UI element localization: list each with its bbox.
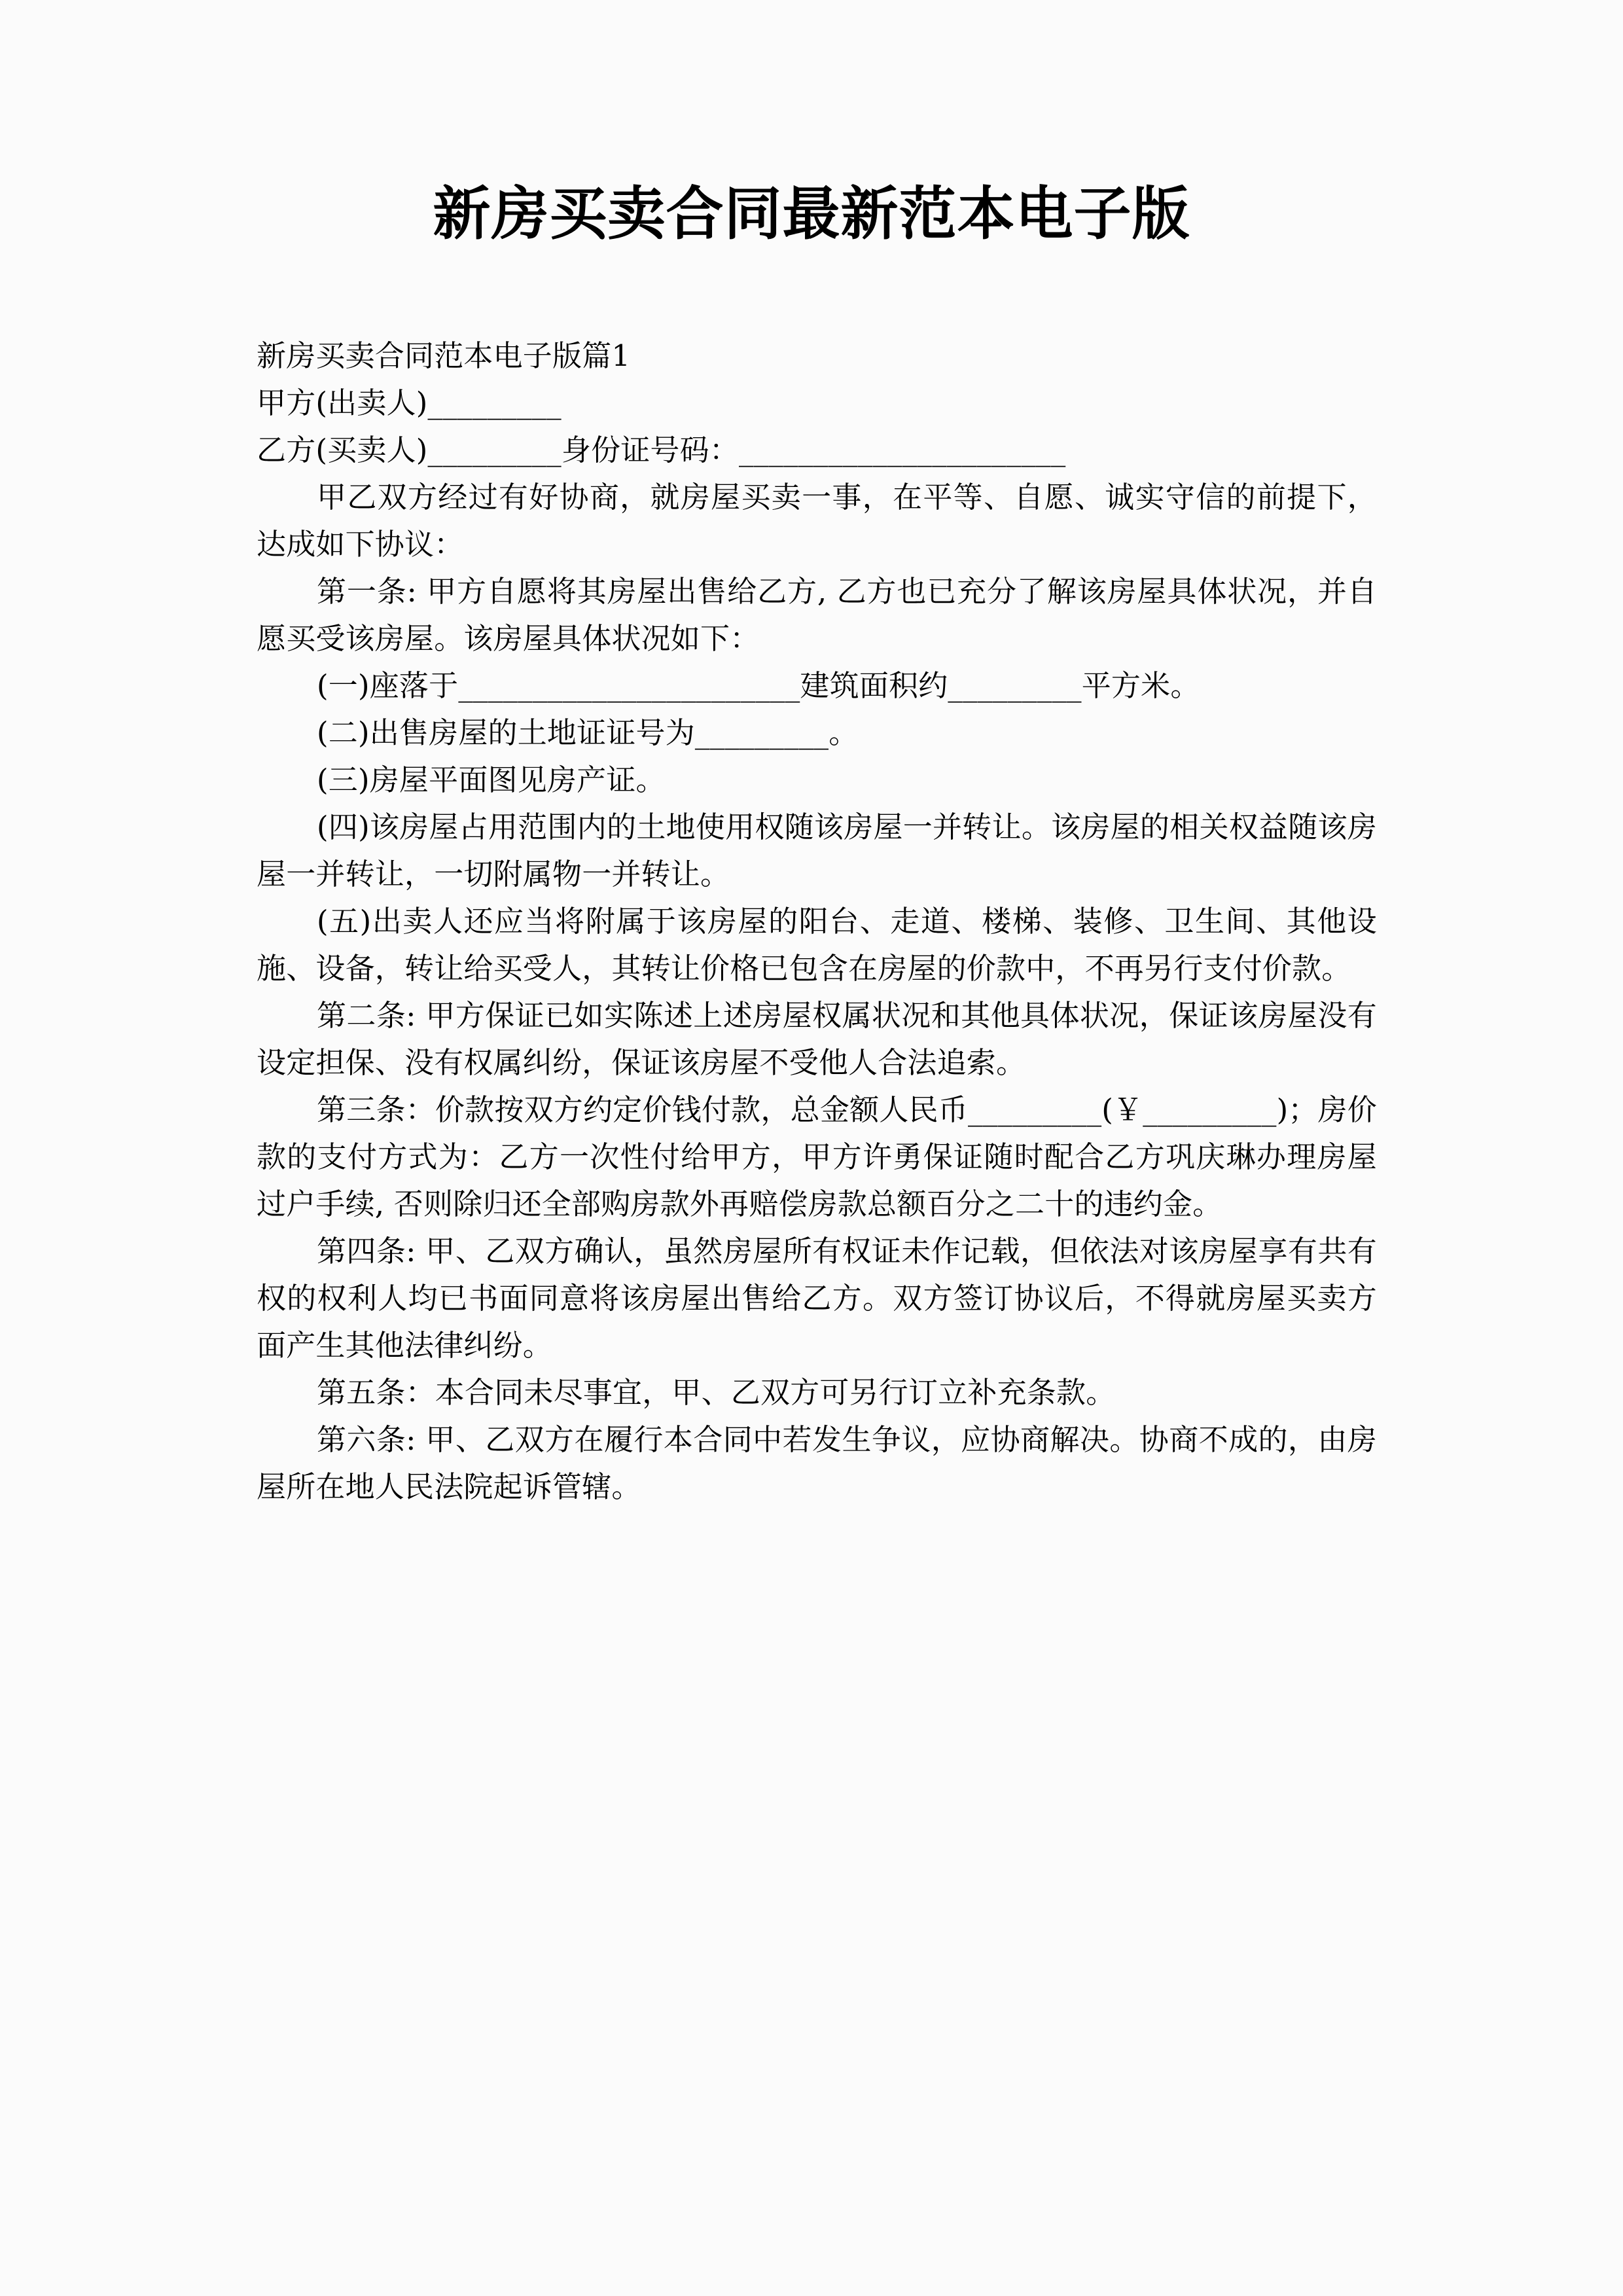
paragraph-article-2: 第二条: 甲方保证已如实陈述上述房屋权属状况和其他具体状况，保证该房屋没有设定担保、没有权属纠纷，保证该房屋不受他人合法追索。 <box>257 998 1377 1080</box>
paragraph-heading-section: 新房买卖合同范本电子版篇1 <box>257 338 631 373</box>
paragraph-party-b: 乙方(买卖人)_________身份证号码：______________________ <box>257 433 1066 467</box>
paragraph-party-a: 甲方(出卖人)_________ <box>257 386 562 420</box>
page-title: 新房买卖合同最新范本电子版 <box>433 179 1190 247</box>
paragraph-article-6: 第六条: 甲、乙双方在履行本合同中若发生争议，应协商解决。协商不成的，由房屋所在地人民法院起诉管辖。 <box>257 1422 1377 1504</box>
paragraph-article-1-item-1: (一)座落于_______________________建筑面积约_________平方米。 <box>317 668 1200 703</box>
paragraph-article-1-item-3: (三)房屋平面图见房产证。 <box>317 762 666 797</box>
paragraph-article-1-item-2: (二)出售房屋的土地证证号为_________。 <box>317 715 859 750</box>
paragraph-article-5: 第五条：本合同未尽事宜，甲、乙双方可另行订立补充条款。 <box>317 1375 1116 1410</box>
paragraph-article-1: 第一条: 甲方自愿将其房屋出售给乙方, 乙方也已充分了解该房屋具体状况，并自愿买受该房屋。该房屋具体状况如下： <box>257 574 1377 656</box>
paragraph-preamble: 甲乙双方经过有好协商，就房屋买卖一事，在平等、自愿、诚实守信的前提下，达成如下协议： <box>257 480 1377 562</box>
paragraph-article-1-item-4: (四)该房屋占用范围内的土地使用权随该房屋一并转让。该房屋的相关权益随该房屋一并转让，一切附属物一并转让。 <box>257 810 1377 891</box>
paragraph-article-1-item-5: (五)出卖人还应当将附属于该房屋的阳台、走道、楼梯、装修、卫生间、其他设施、设备，转让给买受人，其转让价格已包含在房屋的价款中，不再另行支付价款。 <box>257 904 1377 986</box>
paragraph-article-4: 第四条: 甲、乙双方确认，虽然房屋所有权证未作记载，但依法对该房屋享有共有权的权利人均已书面同意将该房屋出售给乙方。双方签订协议后，不得就房屋买卖方面产生其他法律纠纷。 <box>257 1234 1377 1363</box>
document-body <box>257 332 1377 1511</box>
paragraph-article-3: 第三条：价款按双方约定价钱付款，总金额人民币_________(￥_________)；房价款的支付方式为：乙方一次性付给甲方，甲方许勇保证随时配合乙方巩庆琳办理房屋过户手续, 否则除归还全部购房款外再赔偿房款总额百分之二十的违约金。 <box>257 1092 1377 1221</box>
